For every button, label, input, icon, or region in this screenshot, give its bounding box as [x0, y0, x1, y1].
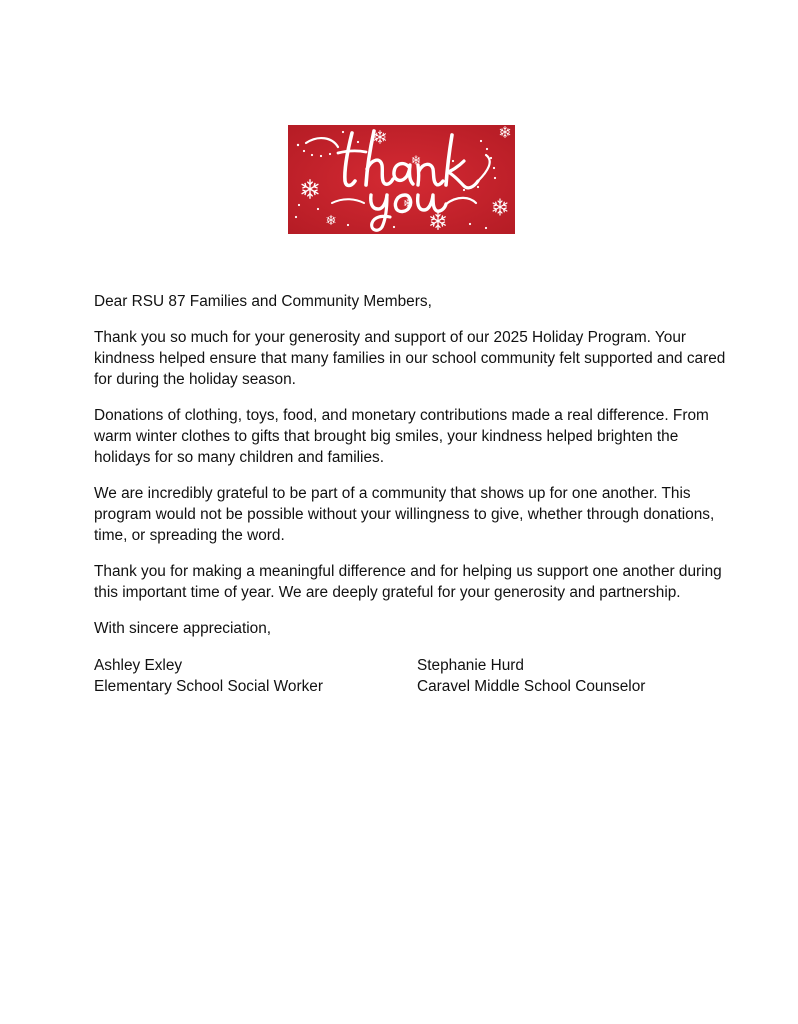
letter-paragraph-3: We are incredibly grateful to be part of a community that shows up for one another. This program would not be possible without your willingness to give, whether through donations, time, or spreading the word. [94, 485, 715, 544]
letter-greeting: Dear RSU 87 Families and Community Members, [94, 293, 432, 310]
letter-paragraph-4: Thank you for making a meaningful difference and for helping us support one another during this important time of year. We are deeply grateful for your generosity and partnership. [94, 563, 722, 601]
signature-ashley-exley [94, 655, 417, 697]
signer-title: Caravel Middle School Counselor [417, 678, 646, 695]
letter-paragraph-2: Donations of clothing, toys, food, and monetary contributions made a real difference. From warm winter clothes to gifts that brought big smiles, your kindness helped brighten the holidays for so many children and families. [94, 407, 709, 466]
signature-stephanie-hurd [417, 655, 734, 697]
signer-title: Elementary School Social Worker [94, 678, 323, 695]
thank-you-banner-graphic [288, 125, 515, 234]
signature-block [94, 655, 734, 697]
letter-closing: With sincere appreciation, [94, 620, 272, 637]
letter-body [94, 291, 734, 697]
signer-name: Stephanie Hurd [417, 657, 524, 674]
signer-name: Ashley Exley [94, 657, 183, 674]
thank-you-banner [288, 125, 515, 234]
letter-paragraph-1: Thank you so much for your generosity and support of our 2025 Holiday Program. Your kindness helped ensure that many families in our school community felt supported and cared for during the holiday season. [94, 329, 726, 388]
